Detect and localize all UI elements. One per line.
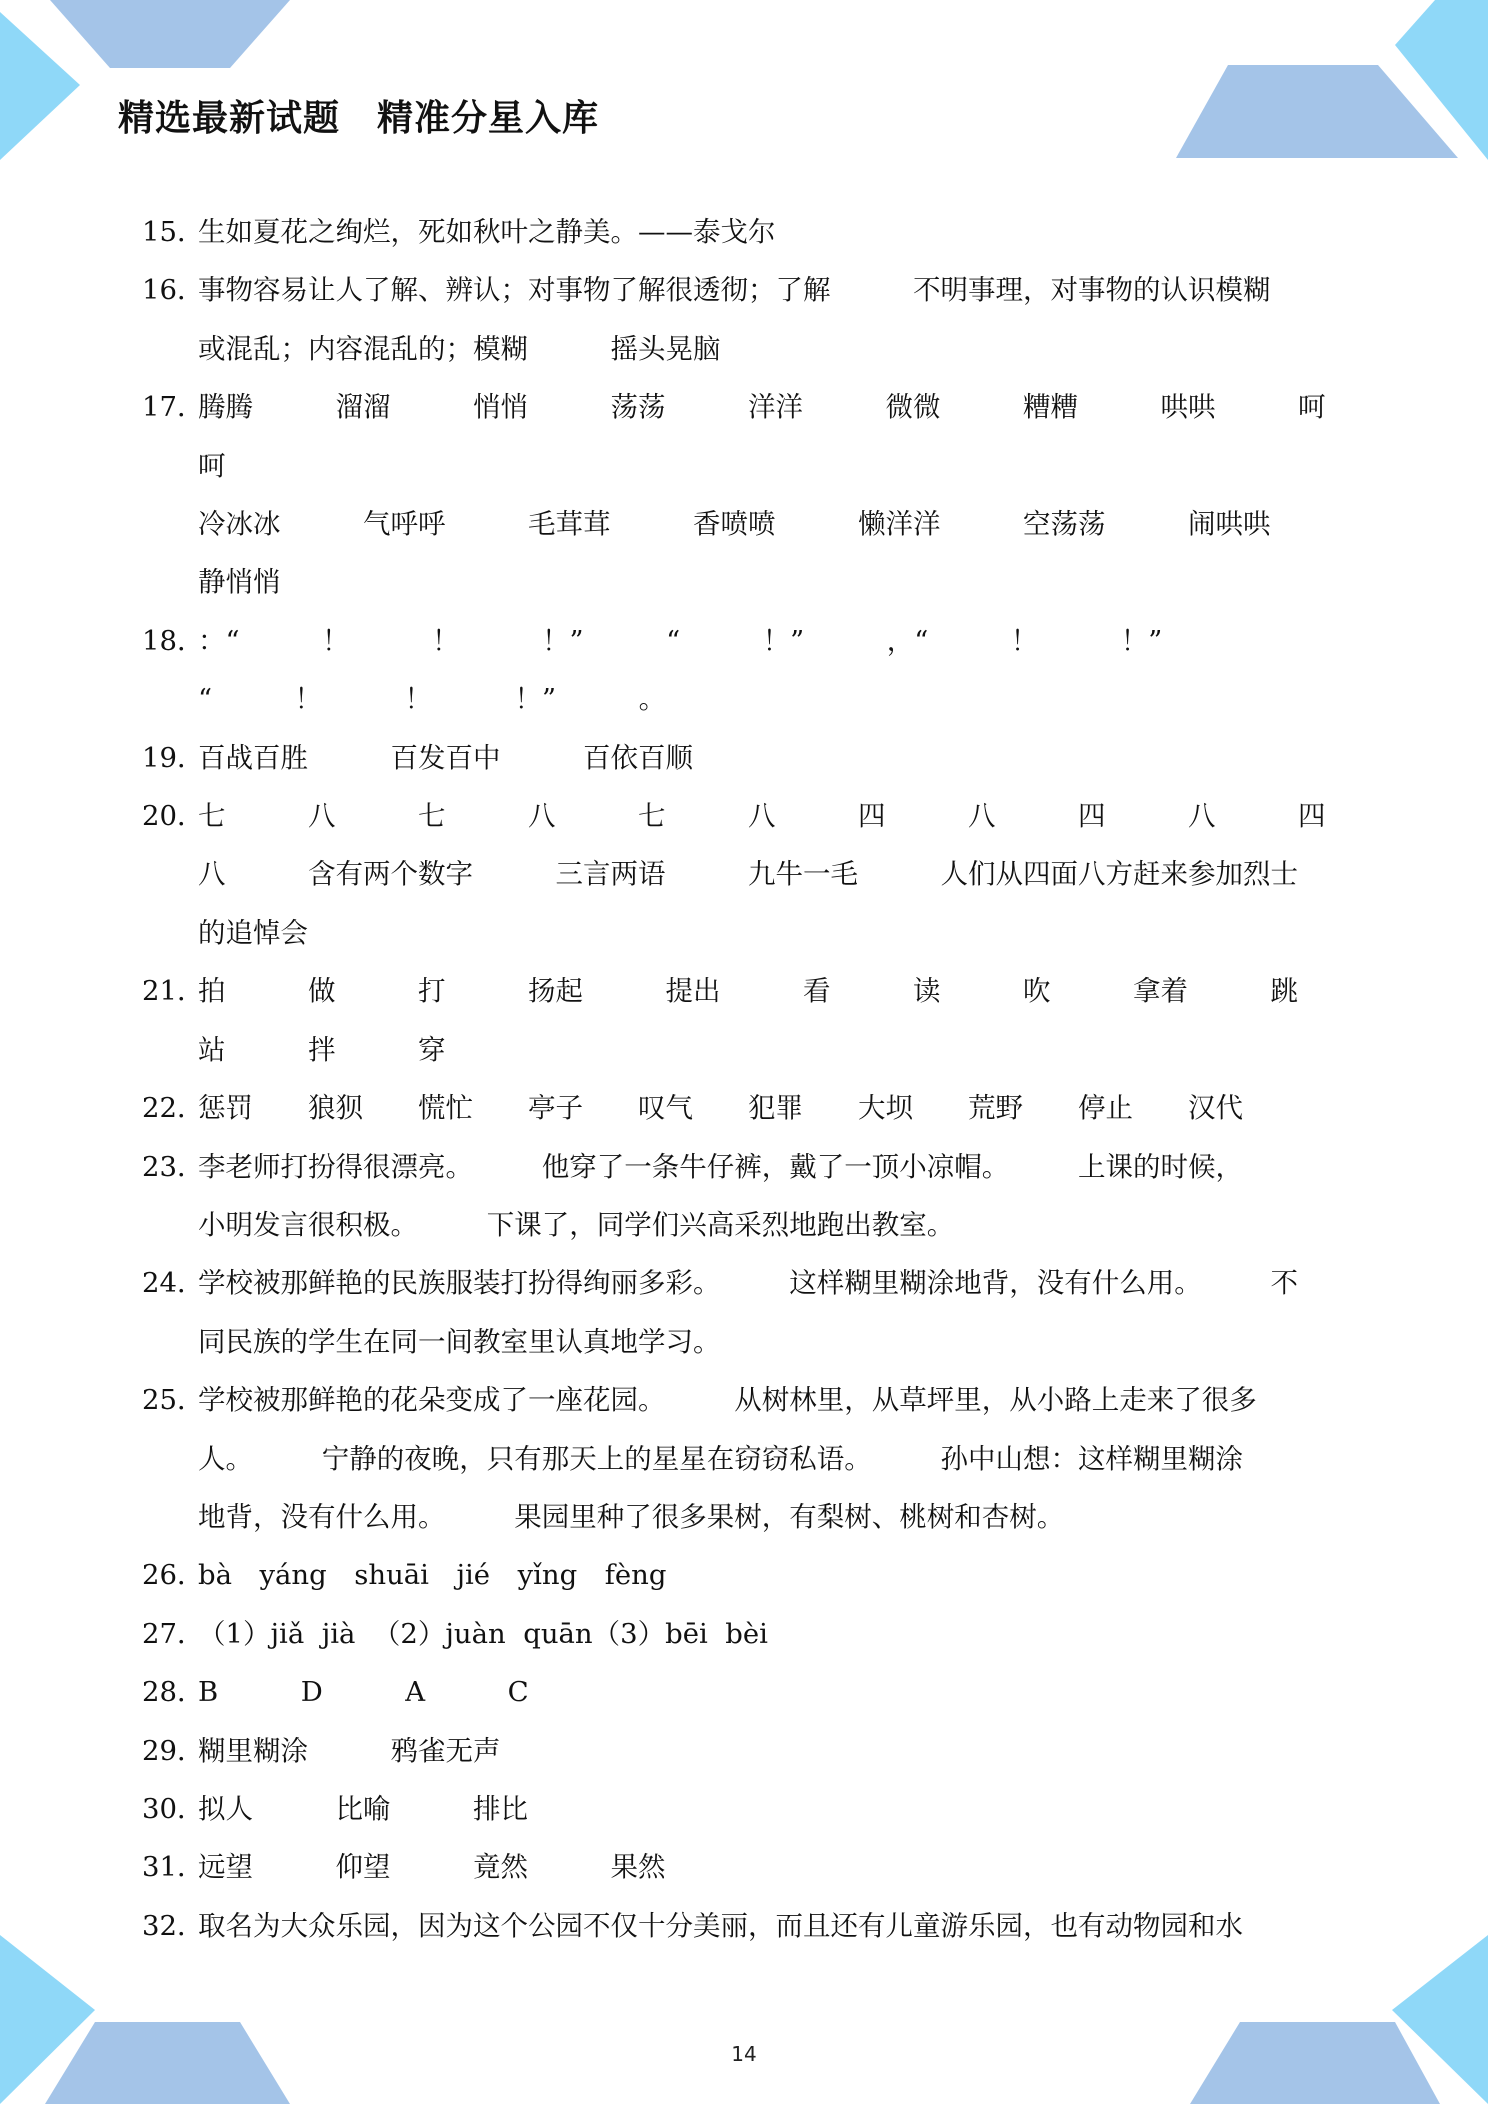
top-right-trapezoid: [1176, 65, 1458, 158]
item-line: 或混乱；内容混乱的；模糊 摇头晃脑: [198, 332, 721, 365]
answer-list: [142, 203, 1352, 1955]
item-line: 同民族的学生在同一间教室里认真地学习。: [198, 1325, 721, 1358]
answer-item: [142, 1371, 1352, 1546]
item-number: 18．: [142, 624, 205, 657]
item-number: 16．: [142, 274, 205, 307]
item-text: [198, 729, 1352, 787]
item-line: 生如夏花之绚烂，死如秋叶之静美。——泰戈尔: [198, 216, 776, 248]
item-number: 19．: [142, 741, 205, 774]
header-title: 精选最新试题 精准分星入库: [118, 98, 600, 139]
item-line: bà yáng shuāi jié yǐng fèng: [198, 1559, 667, 1592]
item-line: 站 拌 穿: [198, 1033, 446, 1066]
item-text: [198, 378, 1352, 612]
item-line: 百战百胜 百发百中 百依百顺: [198, 741, 693, 774]
item-line: 惩罚 狼狈 慌忙 亭子 叹气 犯罪 大坝 荒野 停止 汉代: [198, 1092, 1243, 1125]
answer-item: [142, 203, 1352, 261]
item-number: 24．: [142, 1267, 205, 1300]
item-line: （1）jiǎ jià （2）juàn quān（3）bēi bèi: [198, 1617, 768, 1650]
top-left-triangle: [0, 12, 80, 160]
item-text: [198, 1371, 1352, 1546]
item-number: 20．: [142, 800, 205, 833]
item-line: 静悄悄: [198, 566, 281, 599]
item-text: [198, 203, 1352, 261]
answer-item: [142, 261, 1352, 378]
item-line: 李老师打扮得很漂亮。 他穿了一条牛仔裤，戴了一顶小凉帽。 上课的时候，: [198, 1150, 1243, 1183]
answer-item: [142, 1780, 1352, 1838]
item-line: 的追悼会: [198, 916, 308, 949]
item-text: [198, 1722, 1352, 1780]
answer-item: [142, 787, 1352, 962]
item-line: “ ！ ！ ！” 。: [198, 683, 667, 716]
answer-item: [142, 1663, 1352, 1721]
item-text: [198, 1780, 1352, 1838]
item-number: 30．: [142, 1792, 205, 1825]
answer-item: [142, 1897, 1352, 1955]
item-number: 15．: [142, 216, 205, 248]
item-number: 21．: [142, 975, 205, 1008]
answer-item: [142, 1254, 1352, 1371]
item-line: ：“ ！ ！ ！” “ ！” ，“ ！ ！”: [198, 624, 1163, 657]
item-line: B D A C: [198, 1676, 529, 1709]
item-line: 拍 做 打 扬起 提出 看 读 吹 拿着 跳: [198, 975, 1298, 1008]
answer-item: [142, 1722, 1352, 1780]
item-text: [198, 787, 1352, 962]
item-line: 腾腾 溜溜 悄悄 荡荡 洋洋 微微 糟糟 哄哄 呵呵: [198, 391, 1326, 482]
item-text: [198, 1138, 1352, 1255]
page-number: 14: [731, 2042, 757, 2066]
item-line: 人。 宁静的夜晚，只有那天上的星星在窃窃私语。 孙中山想：这样糊里糊涂: [198, 1442, 1243, 1475]
item-line: 拟人 比喻 排比: [198, 1792, 528, 1825]
item-number: 27．: [142, 1617, 205, 1650]
answer-item: [142, 612, 1352, 729]
item-line: 地背，没有什么用。 果园里种了很多果树，有梨树、桃树和杏树。: [198, 1500, 1065, 1533]
item-number: 22．: [142, 1092, 205, 1125]
item-line: 糊里糊涂 鸦雀无声: [198, 1734, 501, 1767]
item-line: 七 八 七 八 七 八 四 八 四 八 四: [198, 800, 1326, 833]
answer-item: [142, 1079, 1352, 1137]
item-line: 冷冰冰 气呼呼 毛茸茸 香喷喷 懒洋洋 空荡荡 闹哄哄: [198, 508, 1271, 541]
item-text: [198, 1546, 1352, 1604]
item-number: 23．: [142, 1150, 205, 1183]
item-number: 28．: [142, 1676, 205, 1709]
item-text: [198, 962, 1352, 1079]
answer-item: [142, 1546, 1352, 1604]
answer-item: [142, 378, 1352, 612]
item-line: 取名为大众乐园，因为这个公园不仅十分美丽，而且还有儿童游乐园，也有动物园和水: [198, 1909, 1243, 1942]
item-text: [198, 1079, 1352, 1137]
item-line: 事物容易让人了解、辨认；对事物了解很透彻；了解 不明事理，对事物的认识模糊: [198, 274, 1271, 307]
item-line: 学校被那鲜艳的民族服装打扮得绚丽多彩。 这样糊里糊涂地背，没有什么用。 不: [198, 1267, 1298, 1300]
item-number: 26．: [142, 1559, 205, 1592]
answer-item: [142, 729, 1352, 787]
item-text: [198, 612, 1352, 729]
item-text: [198, 261, 1352, 378]
answer-item: [142, 1605, 1352, 1663]
item-line: 学校被那鲜艳的花朵变成了一座花园。 从树林里，从草坪里，从小路上走来了很多: [198, 1384, 1257, 1417]
item-number: 17．: [142, 391, 205, 424]
item-line: 远望 仰望 竟然 果然: [198, 1851, 666, 1884]
item-number: 25．: [142, 1384, 205, 1417]
answer-item: [142, 1838, 1352, 1896]
item-line: 小明发言很积极。 下课了，同学们兴高采烈地跑出教室。: [198, 1208, 955, 1241]
answer-item: [142, 962, 1352, 1079]
item-line: 八 含有两个数字 三言两语 九牛一毛 人们从四面八方赶来参加烈士: [198, 858, 1298, 891]
item-number: 31．: [142, 1851, 205, 1884]
item-number: 32．: [142, 1909, 205, 1942]
item-number: 29．: [142, 1734, 205, 1767]
top-left-trapezoid: [50, 0, 290, 68]
item-text: [198, 1897, 1352, 1955]
item-text: [198, 1605, 1352, 1663]
answer-item: [142, 1138, 1352, 1255]
item-text: [198, 1838, 1352, 1896]
item-text: [198, 1254, 1352, 1371]
item-text: [198, 1663, 1352, 1721]
